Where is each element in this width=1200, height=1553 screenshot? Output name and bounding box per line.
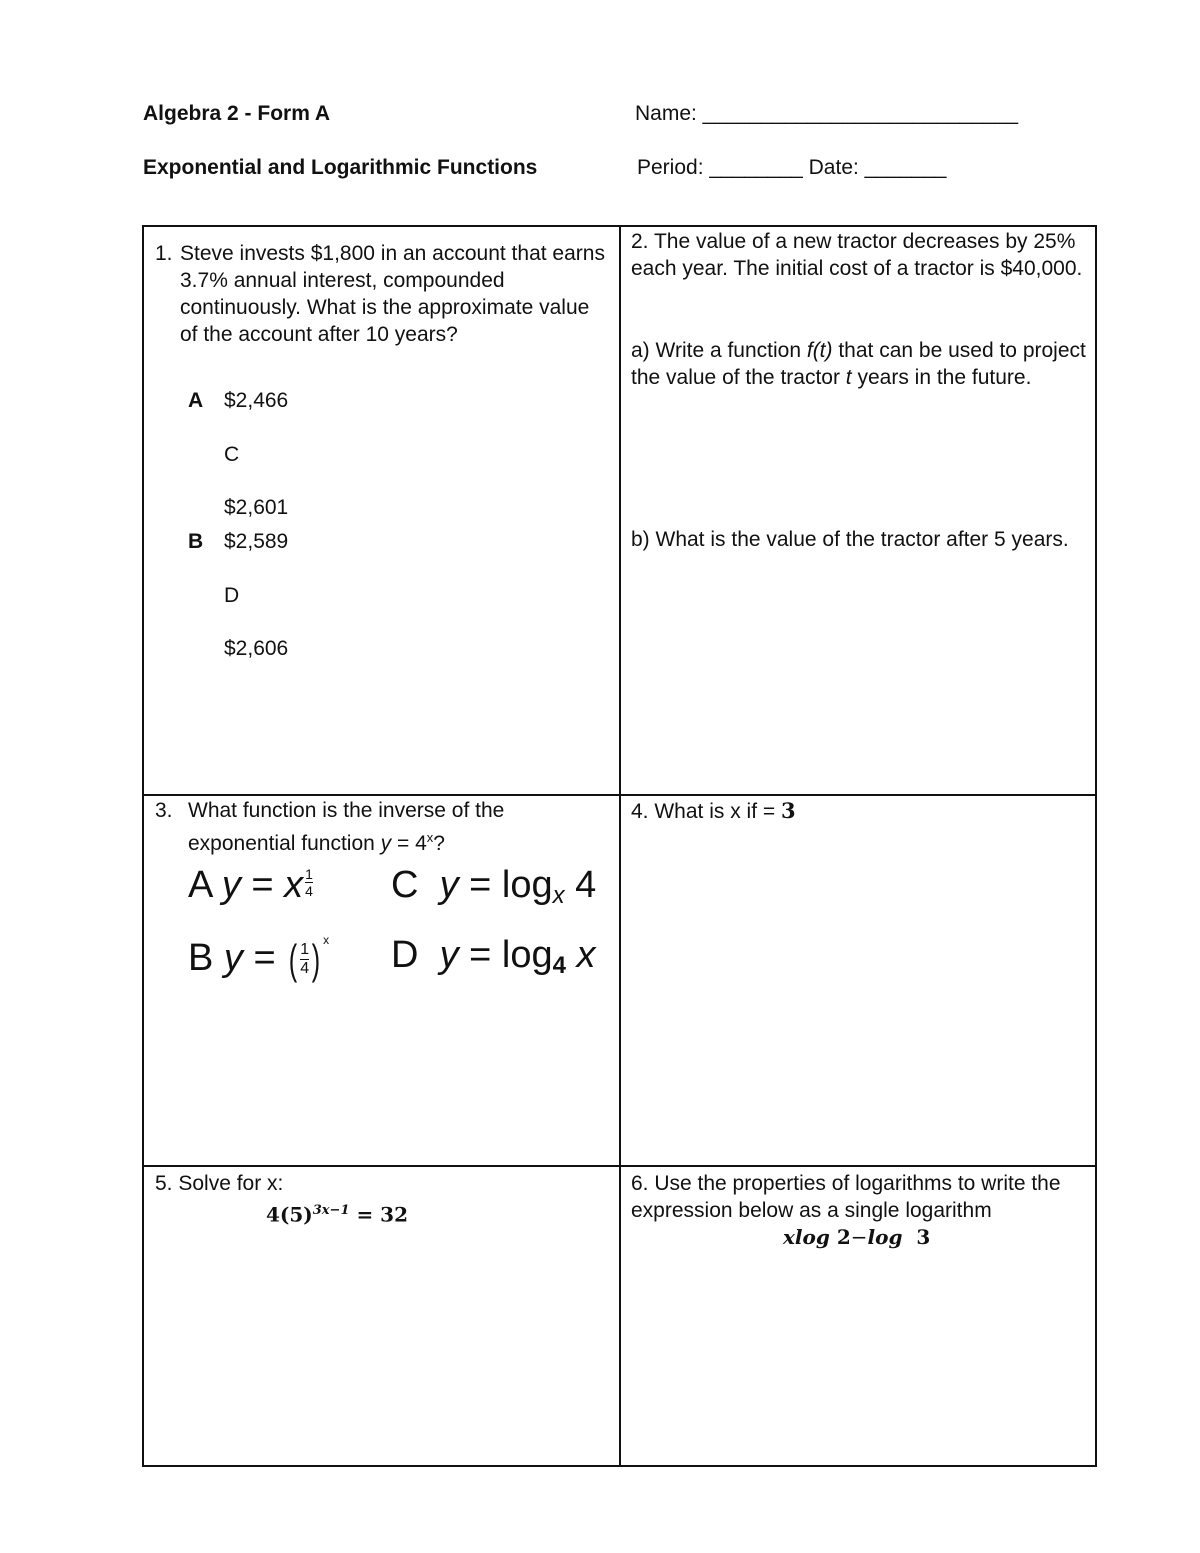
q5-equation	[266, 1197, 408, 1230]
q3-b-num: 1	[300, 941, 310, 959]
q3-option-a[interactable]	[188, 864, 313, 907]
q3-option-b[interactable]	[188, 933, 329, 984]
q1-option-a-value[interactable]: $2,466	[224, 389, 289, 412]
right-paren-icon: )	[311, 935, 321, 983]
q2-a-mid: that can be used to project the value of the tractor	[631, 339, 1086, 389]
q3-b-fraction	[300, 942, 309, 977]
q3-d-letter: D	[391, 934, 419, 976]
q5-exp: 3x−1	[312, 1203, 350, 1218]
q1-option-d-letter[interactable]: D	[224, 584, 240, 607]
q3-a-base: x	[284, 864, 304, 906]
q3-a-num: 1	[305, 866, 313, 882]
q1-option-c-letter[interactable]: C	[224, 443, 240, 466]
q3-a-y: y	[221, 864, 241, 906]
q3-d-eq: = log	[458, 934, 553, 976]
q1-text	[180, 240, 605, 348]
q2-a-var: t	[845, 366, 852, 389]
q6-expr-n1: 2	[829, 1225, 851, 1249]
grid-divider-vertical	[619, 225, 621, 1467]
q3-text-mid: = 4	[391, 832, 427, 855]
q3-b-exp: x	[323, 933, 330, 947]
q3-option-d[interactable]	[391, 934, 596, 980]
q3-d-sub: 4	[552, 952, 566, 979]
q3-d-arg: x	[565, 934, 596, 976]
q4-text-content: 4. What is x if =	[631, 800, 781, 823]
q3-c-sub: x	[552, 882, 565, 909]
q3-text	[188, 797, 608, 857]
name-field[interactable]: Name: ___________________________	[635, 102, 1019, 125]
q2-intro: 2. The value of a new tractor decreases by 25% each year. The initial cost of a tractor is $40,000.	[631, 230, 1083, 280]
q5-text: 5. Solve for x:	[155, 1172, 284, 1195]
q3-b-letter: B	[188, 937, 214, 979]
q6-expr-var2: log	[867, 1225, 903, 1249]
q4-value: 3	[780, 798, 796, 823]
q5-base: (5)	[279, 1202, 313, 1227]
q3-b-y: y	[223, 937, 243, 979]
worksheet-subtitle: Exponential and Logarithmic Functions	[143, 156, 538, 179]
q3-c-letter: C	[391, 864, 419, 906]
q6-expression	[783, 1224, 930, 1252]
left-paren-icon: (	[289, 935, 298, 983]
q3-a-exponent	[305, 867, 313, 898]
q3-b-den: 4	[300, 960, 310, 978]
q6-expr-minus: −	[850, 1225, 868, 1249]
grid-divider-row-1	[142, 794, 1097, 796]
q1-option-b-value[interactable]: $2,589	[224, 530, 289, 553]
q4-text	[631, 797, 796, 825]
q2-part-b: b) What is the value of the tractor after 5 years.	[631, 528, 1069, 551]
q2-part-a	[631, 337, 1091, 391]
q3-d-y: y	[439, 934, 459, 976]
q2-a-post: years in the future.	[851, 366, 1032, 389]
q3-c-eq: = log	[458, 864, 553, 906]
q3-text-pre: What function is the inverse of the exponential function	[188, 799, 505, 855]
q5-coef: 4	[266, 1202, 280, 1227]
q2-a-func: f(t)	[806, 339, 833, 362]
q3-a-eq: =	[240, 864, 285, 906]
worksheet-title: Algebra 2 - Form A	[143, 102, 331, 125]
q3-b-eq: =	[242, 937, 287, 979]
q1-number: 1.	[155, 242, 173, 265]
q5-rhs: = 32	[349, 1202, 409, 1227]
q3-option-c[interactable]	[391, 864, 596, 910]
grid-divider-row-2	[142, 1165, 1097, 1167]
q1-option-a-letter[interactable]: A	[188, 389, 204, 412]
q1-text-content: Steve invests $1,800 in an account that earns 3.7% annual interest, compounded continuously. What is the approximate value of the account after 10 years?	[180, 242, 605, 346]
q3-a-den: 4	[305, 883, 313, 899]
q3-text-post: ?	[433, 832, 445, 855]
period-date-field[interactable]: Period: ________ Date: _______	[637, 156, 947, 179]
q6-expr-var1: xlog	[783, 1225, 830, 1249]
q3-a-letter: A	[188, 864, 212, 906]
q3-c-arg: 4	[564, 864, 597, 906]
q3-number: 3.	[155, 799, 173, 822]
q3-text-x: x	[426, 830, 434, 845]
q1-option-b-letter[interactable]: B	[188, 530, 204, 553]
q3-text-y: y	[380, 832, 392, 855]
q1-option-d-value[interactable]: $2,606	[224, 637, 289, 660]
q6-text: 6. Use the properties of logarithms to write the expression below as a single logarithm	[631, 1172, 1061, 1222]
q3-c-y: y	[439, 864, 459, 906]
q6-expr-n2: 3	[902, 1225, 931, 1249]
q1-option-c-value[interactable]: $2,601	[224, 496, 289, 519]
q2-a-pre: a) Write a function	[631, 339, 807, 362]
